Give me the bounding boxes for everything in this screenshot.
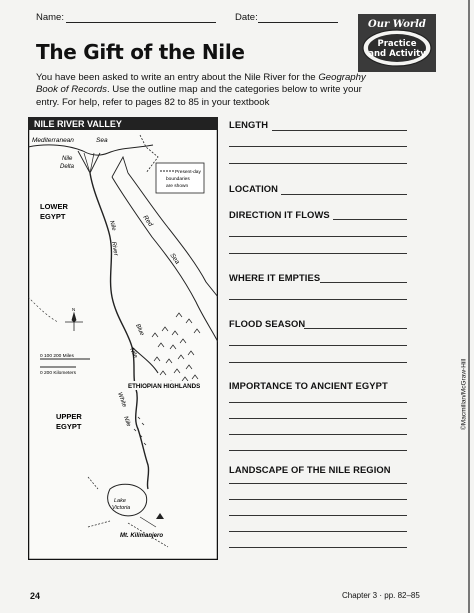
label-sea: Sea bbox=[96, 137, 108, 144]
answer-line[interactable] bbox=[229, 418, 407, 419]
page-number: 24 bbox=[30, 591, 41, 601]
page-edge-rule bbox=[468, 0, 470, 613]
svg-text:N: N bbox=[72, 307, 76, 312]
label-blue-nile-1: Blue bbox=[134, 323, 145, 337]
answer-line[interactable] bbox=[229, 253, 407, 254]
answer-line[interactable] bbox=[304, 328, 407, 329]
label-nile-river-2: River bbox=[110, 241, 119, 257]
nile-map bbox=[28, 117, 218, 560]
date-label: Date: bbox=[235, 12, 258, 23]
label-red-sea-1: Red bbox=[141, 214, 154, 228]
answer-line[interactable] bbox=[229, 345, 407, 346]
question-flood-season: FLOOD SEASON bbox=[229, 318, 306, 329]
question-landscape: LANDSCAPE OF THE NILE REGION bbox=[229, 464, 391, 475]
answer-line[interactable] bbox=[229, 434, 407, 435]
intro-paragraph: You have been asked to write an entry about the Nile River for the Geography Book of Records. Use the outline map and the categories below to write your entry. For help, refer to pages 82 to 85 in your textbook bbox=[36, 72, 366, 108]
answer-line[interactable] bbox=[229, 146, 407, 147]
name-label: Name: bbox=[36, 12, 64, 23]
label-white-nile-1: White bbox=[116, 391, 128, 409]
label-upper-egypt-1: UPPER bbox=[56, 412, 82, 421]
answer-line[interactable] bbox=[281, 194, 407, 195]
answer-line[interactable] bbox=[229, 499, 407, 500]
label-upper-egypt-2: EGYPT bbox=[56, 422, 82, 431]
question-empties: WHERE IT EMPTIES bbox=[229, 272, 321, 283]
label-lower-egypt-1: LOWER bbox=[40, 202, 68, 211]
answer-line[interactable] bbox=[229, 515, 407, 516]
answer-line[interactable] bbox=[229, 236, 407, 237]
answer-line[interactable] bbox=[229, 362, 407, 363]
badge-line2: and Activity bbox=[368, 49, 426, 59]
label-mediterranean: Mediterranean bbox=[32, 137, 74, 144]
practice-activity-badge bbox=[358, 14, 436, 72]
label-red-sea-2: Sea bbox=[168, 252, 181, 266]
chapter-reference: Chapter 3 · pp. 82–85 bbox=[342, 591, 420, 600]
answer-line[interactable] bbox=[229, 299, 407, 300]
question-importance: IMPORTANCE TO ANCIENT EGYPT bbox=[229, 380, 388, 391]
legend-line-2: boundaries bbox=[166, 177, 190, 182]
answer-line[interactable] bbox=[272, 130, 407, 131]
badge-line1: Practice bbox=[377, 39, 417, 49]
question-length: LENGTH bbox=[229, 119, 269, 130]
legend-line-3: are shown bbox=[166, 184, 189, 189]
label-blue-nile-2: Nile bbox=[128, 347, 138, 360]
label-nile-delta-2: Delta bbox=[60, 164, 75, 170]
badge-top: Our World bbox=[368, 19, 426, 30]
question-direction: DIRECTION IT FLOWS bbox=[229, 209, 330, 220]
label-nile-river-1: Nile bbox=[108, 219, 117, 232]
answer-line[interactable] bbox=[229, 531, 407, 532]
answer-line[interactable] bbox=[229, 402, 407, 403]
scale-kilometers: 0 200 Kilometers bbox=[40, 371, 76, 376]
question-location: LOCATION bbox=[229, 183, 279, 194]
label-lake-victoria-2: Victoria bbox=[112, 505, 131, 511]
name-line[interactable] bbox=[66, 22, 216, 23]
label-ethiopian-highlands: ETHIOPIAN HIGHLANDS bbox=[128, 383, 201, 390]
date-line[interactable] bbox=[258, 22, 338, 23]
answer-line[interactable] bbox=[229, 483, 407, 484]
scale-miles: 0 100 200 Miles bbox=[40, 354, 74, 359]
answer-line[interactable] bbox=[229, 450, 407, 451]
answer-line[interactable] bbox=[333, 219, 407, 220]
answer-line[interactable] bbox=[229, 163, 407, 164]
answer-line[interactable] bbox=[320, 282, 407, 283]
label-lake-victoria-1: Lake bbox=[114, 498, 126, 504]
label-kilimanjaro: Mt. Kilimanjero bbox=[120, 533, 164, 539]
label-lower-egypt-2: EGYPT bbox=[40, 212, 66, 221]
answer-line[interactable] bbox=[229, 547, 407, 548]
label-white-nile-2: Nile bbox=[122, 415, 132, 428]
map-title: NILE RIVER VALLEY bbox=[34, 119, 122, 129]
label-nile-delta-1: Nile bbox=[62, 156, 73, 162]
copyright-notice: ©Macmillan/McGraw-Hill bbox=[460, 358, 467, 430]
page-title: The Gift of the Nile bbox=[36, 40, 245, 64]
legend-line-1: Present-day bbox=[175, 170, 201, 175]
